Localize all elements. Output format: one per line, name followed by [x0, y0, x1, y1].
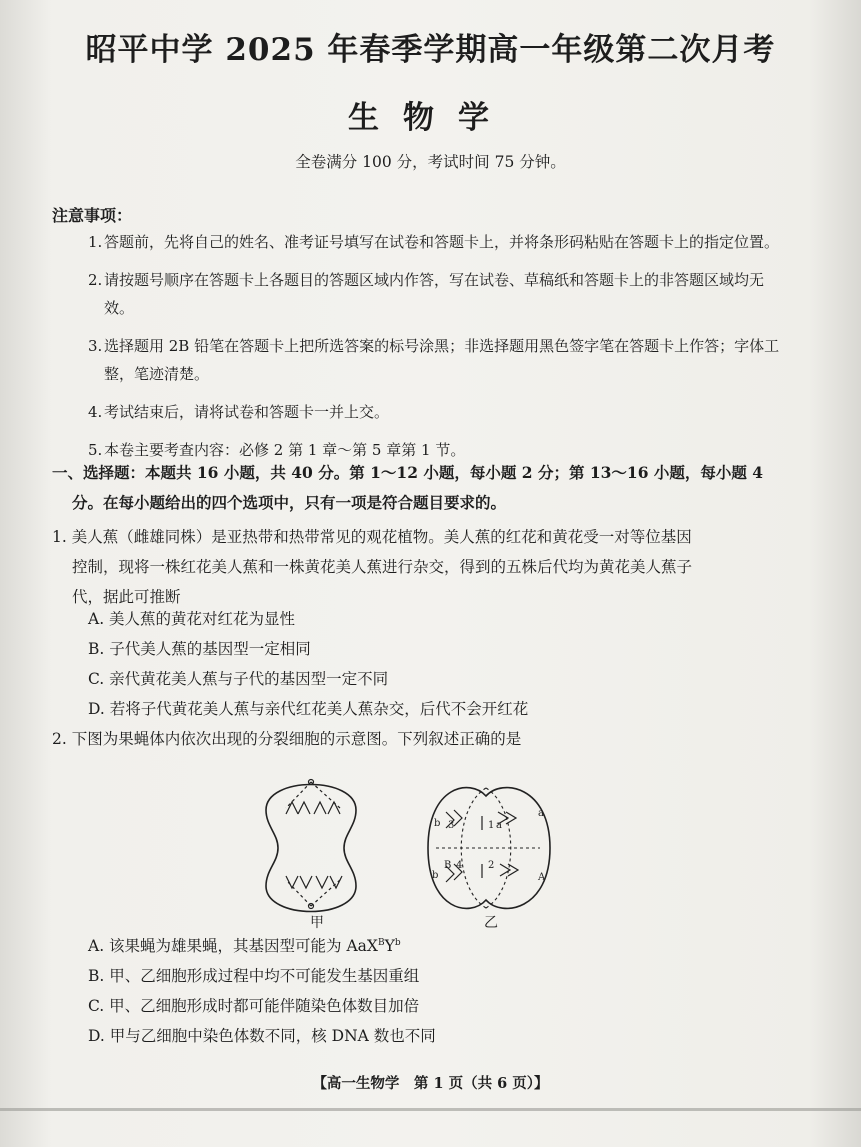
section-heading — [52, 458, 772, 518]
notice-item — [88, 228, 788, 256]
question-2-options — [52, 928, 772, 1051]
q1-line-3: 代，据此可推断 — [72, 588, 181, 606]
caption-yi: 乙 — [484, 915, 498, 931]
section-line-2: 分。在每小题给出的四个选项中，只有一项是符合题目要求的。 — [72, 493, 507, 512]
notice-item-number: 1. — [88, 233, 103, 251]
q1-option-a: A. 美人蕉的黄花对红花为显性 — [88, 610, 296, 628]
q2-option-a-sup-2: b — [394, 938, 401, 948]
q1-line-1: 1. 美人蕉（雌雄同株）是亚热带和热带常见的观花植物。美人蕉的红花和黄花受一对等位基因 — [52, 528, 692, 546]
q2-option-a-prefix: A. 该果蝇为雄果蝇，其基因型可能为 AaX — [88, 937, 378, 956]
q2-option-a-sup-1: B — [377, 938, 385, 948]
label-n2: 2 — [488, 860, 495, 871]
label-n1: 1 — [488, 820, 495, 831]
q2-option-c: C. 甲、乙细胞形成时都可能伴随染色体数目加倍 — [88, 997, 420, 1016]
section-line-1: 一、选择题：本题共 16 小题，共 40 分。第 1～12 小题，每小题 2 分；第 13～16 小题，每小题 4 — [52, 463, 764, 482]
q2-option-d: D. 甲与乙细胞中染色体数不同，核 DNA 数也不同 — [88, 1027, 436, 1046]
notice-item-number: 2. — [88, 271, 103, 289]
notice-item-text: 考试结束后，请将试卷和答题卡一并上交。 — [104, 403, 390, 421]
q1-line-2: 控制，现将一株红花美人蕉和一株黄花美人蕉进行杂交，得到的五株后代均为黄花美人蕉子 — [72, 558, 693, 576]
label-b-upper: b — [434, 818, 441, 829]
notice-item-text: 本卷主要考查内容：必修 2 第 1 章～第 5 章第 1 节。 — [104, 441, 466, 459]
notice-item-number: 3. — [88, 337, 103, 355]
label-n4: 4 — [456, 860, 463, 871]
q2-option-a — [52, 928, 772, 961]
notice-item-text: 答题前，先将自己的姓名、准考证号填写在试卷和答题卡上，并将条形码粘贴在答题卡上的指定位置。 — [104, 233, 780, 251]
label-B: B — [444, 860, 452, 871]
label-A: A — [538, 872, 546, 883]
notice-item-number: 5. — [88, 441, 103, 459]
q1-option-c: C. 亲代黄花美人蕉与子代的基因型一定不同 — [88, 670, 389, 688]
page-footer: 【高一生物学 第 1 页（共 6 页）】 — [312, 1075, 549, 1092]
notice-item-number: 4. — [88, 403, 103, 421]
notice-item-text: 请按题号顺序在答题卡上各题目的答题区域内作答，写在试卷、草稿纸和答题卡上的非答题区域均无效。 — [104, 271, 765, 317]
question-1-options — [52, 604, 772, 724]
q2-option-a-mid: Y — [384, 937, 395, 956]
question-1-stem — [52, 522, 772, 612]
notice-item-text: 选择题用 2B 铅笔在答题卡上把所选答案的标号涂黑；非选择题用黑色签字笔在答题卡上作答；字体工整，笔迹清楚。 — [104, 337, 780, 383]
q1-option-d: D. 若将子代黄花美人蕉与亲代红花美人蕉杂交，后代不会开红花 — [88, 700, 529, 718]
notice-list — [88, 228, 788, 474]
exam-title: 昭平中学 2025 年春季学期高一年级第二次月考 — [85, 32, 776, 68]
notice-item — [88, 266, 788, 322]
label-n3: 3 — [448, 820, 455, 831]
score-info: 全卷满分 100 分，考试时间 75 分钟。 — [295, 153, 566, 171]
question-2-stem: 2. 下图为果蝇体内依次出现的分裂细胞的示意图。下列叙述正确的是 — [52, 730, 522, 748]
q2-option-b: B. 甲、乙细胞形成过程中均不可能发生基因重组 — [88, 967, 420, 986]
subject-title: 生物学 — [348, 100, 513, 136]
cell-yi-diagram — [428, 788, 550, 909]
page-edge-divider — [0, 1108, 861, 1111]
cell-jia-diagram — [266, 780, 356, 912]
q1-option-b: B. 子代美人蕉的基因型一定相同 — [88, 640, 311, 658]
cell-division-figure — [248, 768, 568, 938]
label-a-right: a — [538, 808, 544, 819]
caption-jia: 甲 — [310, 915, 324, 931]
notice-item — [88, 398, 788, 426]
label-b-lower: b — [432, 870, 439, 881]
label-a-upper: a — [496, 820, 502, 831]
notice-item — [88, 332, 788, 388]
notice-title: 注意事项： — [52, 206, 133, 225]
